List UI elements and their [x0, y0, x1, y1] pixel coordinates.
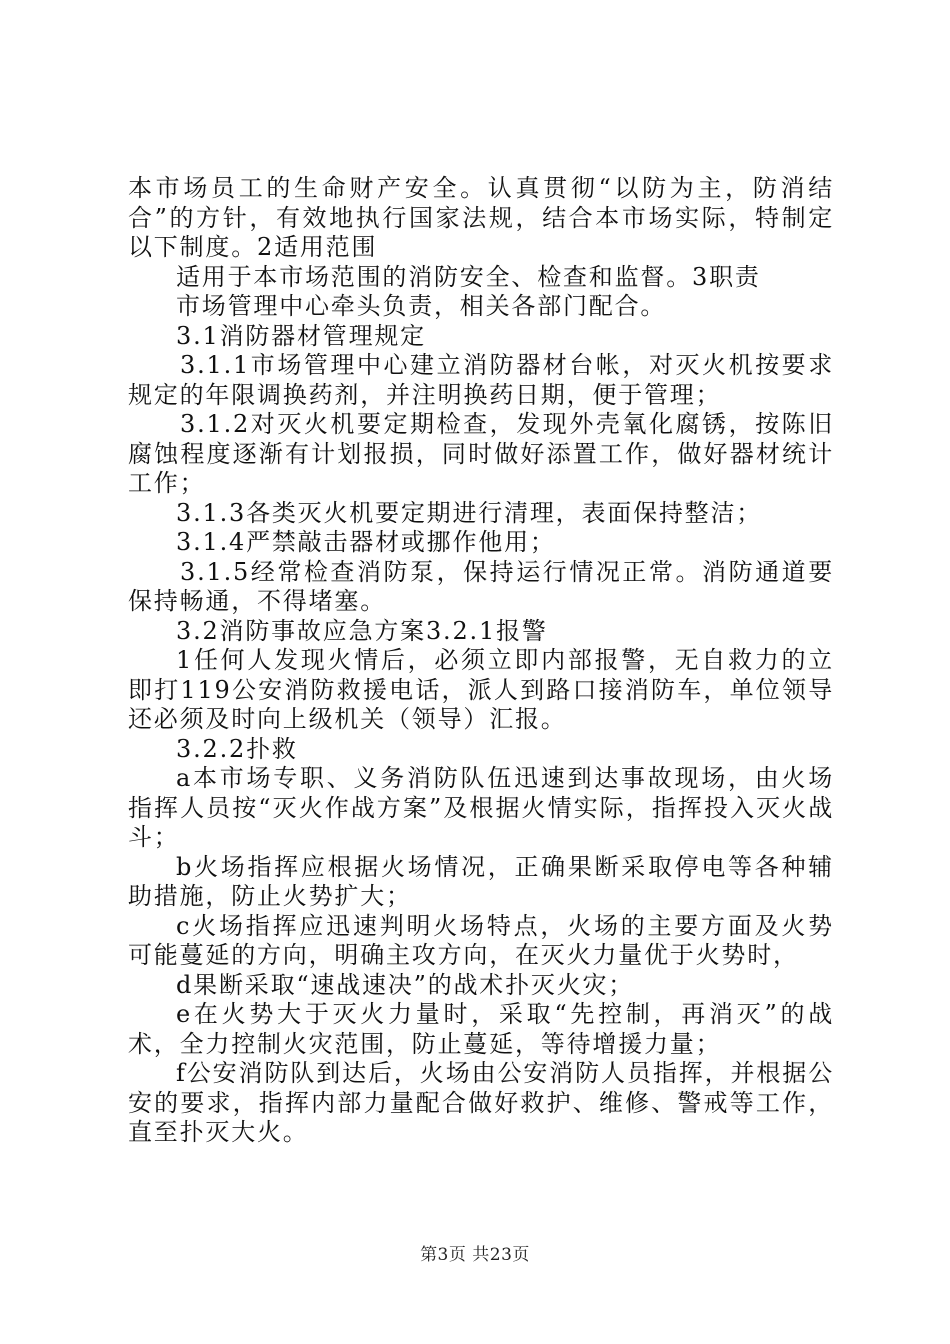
- paragraph-alarm: 1任何人发现火情后，必须立即内部报警，无自救力的立即打119公安消防救援电话，派人到路口接消防车，单位领导还必须及时向上级机关（领导）汇报。: [128, 646, 834, 733]
- paragraph-item-b: b火场指挥应根据火场情况，正确果断采取停电等各种辅助措施，防止火势扩大；: [128, 852, 834, 910]
- paragraph-item-a: a本市场专职、义务消防队伍迅速到达事故现场，由火场指挥人员按“灭火作战方案”及根据火情实际，指挥投入灭火战斗；: [128, 764, 834, 851]
- paragraph-scope: 适用于本市场范围的消防安全、检查和监督。3职责: [176, 262, 761, 291]
- paragraph-3-1-4: 3.1.4严禁敲击器材或挪作他用；: [176, 528, 556, 556]
- document-body: [128, 174, 834, 1148]
- section-heading-3-2: 3.2消防事故应急方案3.2.1报警: [176, 616, 548, 645]
- paragraph-item-c: c火场指挥应迅速判明火场特点，火场的主要方面及火势可能蔓延的方向，明确主攻方向，在灭火力量优于火势时，: [128, 911, 834, 969]
- paragraph-item-e: e在火势大于灭火力量时，采取“先控制，再消灭”的战术，全力控制火灾范围，防止蔓延，等待增援力量；: [128, 1000, 834, 1058]
- paragraph-3-1-5: 3.1.5经常检查消防泵，保持运行情况正常。消防通道要保持畅通，不得堵塞。: [128, 557, 834, 615]
- section-heading-3-2-2: 3.2.2扑救: [176, 734, 298, 763]
- paragraph-item-d: d果断采取“速战速决”的战术扑灭火灾；: [176, 970, 635, 999]
- paragraph-3-1-1: 3.1.1市场管理中心建立消防器材台帐，对灭火机按要求规定的年限调换药剂，并注明换药日期，便于管理；: [128, 351, 834, 409]
- paragraph-3-1-2: 3.1.2对灭火机要定期检查，发现外壳氧化腐锈，按陈旧腐蚀程度逐渐有计划报损，同时做好添置工作，做好器材统计工作；: [128, 410, 834, 497]
- section-heading-3-1: 3.1消防器材管理规定: [176, 321, 426, 350]
- paragraph-item-f: f公安消防队到达后，火场由公安消防人员指挥，并根据公安的要求，指挥内部力量配合做好救护、维修、警戒等工作，直至扑灭大火。: [128, 1059, 834, 1146]
- paragraph-intro: 本市场员工的生命财产安全。认真贯彻“以防为主，防消结合”的方针，有效地执行国家法规，结合本市场实际，特制定以下制度。2适用范围: [128, 174, 834, 261]
- paragraph-3-1-3: 3.1.3各类灭火机要定期进行清理，表面保持整洁；: [176, 498, 763, 527]
- page-number-footer: 第3页 共23页: [420, 1245, 530, 1265]
- paragraph-responsibility: 市场管理中心牵头负责，相关各部门配合。: [176, 292, 667, 320]
